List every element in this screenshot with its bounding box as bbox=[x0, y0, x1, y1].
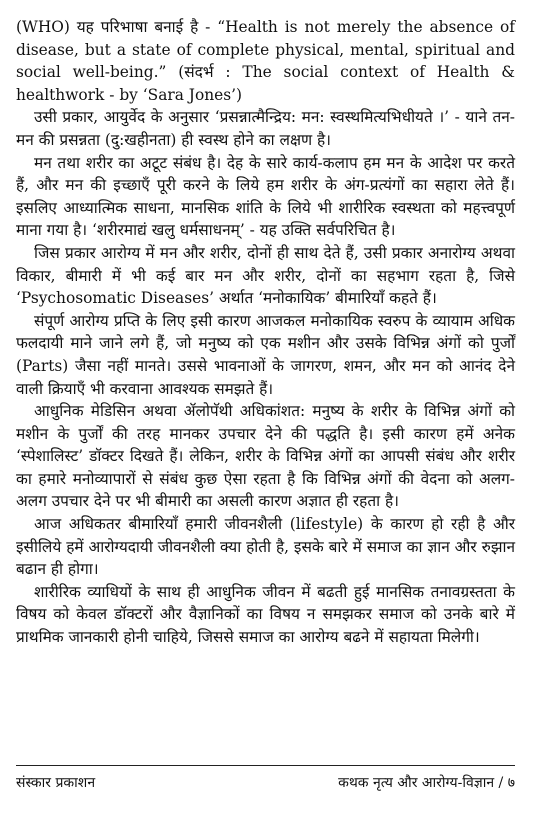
paragraph-lifestyle: आज अधिकतर बीमारियाँ हमारी जीवनशैली (lifestyle) के कारण हो रही है और इसीलिये हमें आरोग्यदायी जीवनशैली क्या होती है, इसके बारे में समाज का ज्ञान और रुझान बढान ही होगा। bbox=[16, 515, 515, 579]
paragraph-allopathy: आधुनिक मेडिसिन अथवा ॲलोपॅथी अधिकांशत: मनुष्य के शरीर के विभिन्न अंगों को मशीन के पुर्जों की तरह मानकर उपचार देने की पद्धति है। इसी कारण हमें अनेक ‘स्पेशालिस्ट’ डॉक्टर दिखते हैं। लेकिन, शरीर के विभिन्न अंगों का आपसी संबंध और शरीर का हमारे मनोव्यापारों से संबंध कुछ ऐसा रहता है कि विभिन्न अंगों की वेदना को अलग-अलग उपचार देने पर भी बीमारी का असली कारण अज्ञात ही रहता है। bbox=[16, 402, 515, 511]
footer-publisher: संस्कार प्रकाशन bbox=[16, 775, 96, 791]
paragraph-mental-stress: शारीरिक व्याधियों के साथ ही आधुनिक जीवन में बढती हुई मानसिक तनावग्रस्तता के विषय को केवल डॉक्टरों और वैज्ञानिकों का विषय न समझकर समाज को उनके बारे में प्राथमिक जानकारी होनी चाहिये, जिससे समाज का आरोग्य बढने में सहायता मिलेगी। bbox=[16, 582, 515, 647]
body-text bbox=[16, 16, 515, 649]
footer-divider bbox=[16, 765, 515, 766]
document-page bbox=[16, 16, 515, 811]
paragraph-exercise: संपूर्ण आरोग्य प्रप्ति के लिए इसी कारण आजकल मनोकायिक स्वरुप के व्यायाम अधिक फलदायी माने जाने लगे हैं, जो मनुष्य को एक मशीन और उसके विभिन्न अंगों को पुर्जों (Parts) जैसा नहीं मानते। उससे भावनाओं के जागरण, शमन, और मन को आनंद देने वाली क्रियाएँ भी करवाना आवश्यक समझते हैं। bbox=[16, 311, 515, 398]
footer-book-page: कथक नृत्य और आरोग्य-विज्ञान / ७ bbox=[338, 775, 515, 791]
paragraph-ayurveda: उसी प्रकार, आयुर्वेद के अनुसार ‘प्रसन्नात्मैन्द्रिय: मन: स्वस्थमित्यभिधीयते ।’ - याने तन-मन की प्रसन्नता (दु:खहीनता) ही स्वस्थ होने का लक्षण है। bbox=[16, 108, 515, 149]
page-footer bbox=[16, 773, 515, 797]
paragraph-psychosomatic: जिस प्रकार आरोग्य में मन और शरीर, दोनों ही साथ देते हैं, उसी प्रकार अनारोग्य अथवा विकार, बीमारी में भी कई बार मन और शरीर, दोनों का सहभाग रहता है, जिसे ‘Psychosomatic Diseases’ अर्थात ‘मनोकायिक’ बीमारियाँ कहते हैं। bbox=[16, 243, 515, 308]
paragraph-mind-body: मन तथा शरीर का अटूट संबंध है। देह के सारे कार्य-कलाप हम मन के आदेश पर करते हैं, और मन की इच्छाएँ पूरी करने के लिये हम शरीर के अंग-प्रत्यंगों का सहारा लेते हैं। इसलिए आध्यात्मिक साधना, मानसिक शांति के लिये भी शारीरिक स्वस्थता को महत्त्वपूर्ण माना गया है। ‘शरीरमाद्यं खलु धर्मसाधनम्’ - यह उक्ति सर्वपरिचित है। bbox=[16, 153, 515, 240]
paragraph-who-definition: (WHO) यह परिभाषा बनाई है - “Health is not merely the absence of disease, but a state of complete physical, mental, spiritual and social well-being.” (संदर्भ : The social context of Health & healthwork - by ‘Sara Jones’) bbox=[16, 18, 515, 104]
